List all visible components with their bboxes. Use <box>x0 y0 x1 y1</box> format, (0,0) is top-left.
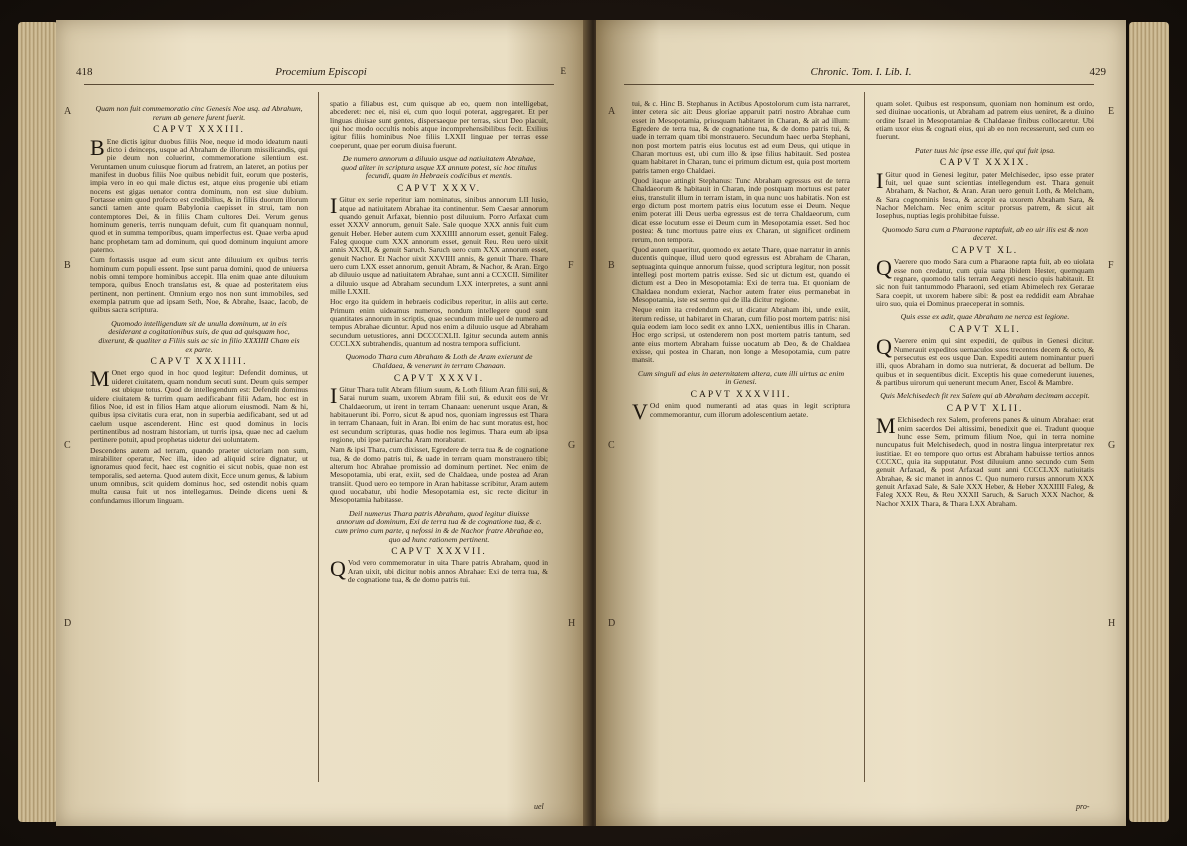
right-margin-letter-c: C <box>608 440 615 451</box>
chapter-summary: Quis esse ex adit, quae Abraham ne nerca est legione. <box>900 312 1070 322</box>
drop-capital: B <box>90 134 105 160</box>
body-paragraph <box>632 306 850 364</box>
chapter-summary: Quomodo intelligendum sit de unulla dominum, ut in eis desiderant a cogitationibus suis, de qua ad quisquam hoc, dixerunt, & qualiter a Filiis suis ac sic in filio XXXIIII Cham eis ex parte. <box>98 318 300 354</box>
chapter-heading: CAPVT XXXVIII. <box>690 389 792 400</box>
body-paragraph <box>330 382 548 444</box>
body-paragraph <box>876 255 1094 308</box>
paragraph-text: Hoc ergo ita quidem in hebraeis codicibus reperitur, in aliis aut certe. Primum enim uideamus numeros, nondum intellegere quod sunt quantitates annorum in scriptis, quae secundum mille uel de numero ad tempus Abrahae dicuntur. Apud nos enim a diluuio usque ad Abraham secundum uetustiores, anni DCCCCXLII. Igitur secunda autem annis CCCLXX subtrahendis, quantum ad nostra tempora sufficiunt. <box>330 297 548 349</box>
left-running-title: Procemium Episcopi <box>275 66 367 78</box>
paragraph-text: Vaerere enim qui sint expediti, de quibus in Genesi dicitur. Numerauit expeditos uernaculos suos trecentos decem & octo, & persecutus est eos usque Dan. Expediti autem nominantur pueri illi, quos Abraham in domo sua nutrierat, & docuerat ad bellum. De quibus et in sequentibus dicit. Exceptis his quae comederunt iuuenes, & partibus uirorum qui uenerunt mecum Aner, Escol & Mambre. <box>876 336 1094 387</box>
chapter-summary: Deil numerus Thara patris Abraham, quod legitur diuisse annorum ad dominum, Exi de terra tua & de cognatione tua, & c. cum primo cum parte, q nefossi in & de Nachor fratre Abrahae eo, quo ad hunc rationem pertinent. <box>334 508 544 544</box>
chapter-summary: De numero annorum a diluuio usque ad natiuitatem Abrahae, quod aliter in scriptura usque XX annum potest, sic hoc titulus fecundi, quam in Hebraeis codicibus et mentis. <box>341 154 537 181</box>
right-margin-letter-b: B <box>608 260 615 271</box>
body-paragraph <box>330 446 548 504</box>
left-margin-letter-a: A <box>64 106 72 117</box>
right-page <box>596 20 1126 826</box>
chapter-summary: Quam non fuit commemoratio cinc Genesis Noe usq. ad Abrahum, rerum ab genere furent fuerit. <box>95 104 303 122</box>
drop-capital: Q <box>330 556 346 582</box>
right-margin-letter-g: G <box>1108 440 1116 451</box>
left-margin-letter-h: H <box>568 618 576 629</box>
left-catchword: uel <box>534 802 544 811</box>
drop-capital: Q <box>876 334 892 360</box>
chapter-heading: CAPVT XXXV. <box>397 183 481 194</box>
chapter-summary: Quomodo Sara cum a Pharaone raptafuit, ab eo uir ilis est & non deceret. <box>882 224 1088 243</box>
paragraph-text: Onet ergo quod in hoc quod legitur: Defendit dominus, ut uideret ciuitatem, quam nondum secuti sunt. Deum quis semper est ubique totus. Quod de intellegendum est: Defendit dominus uidere ciuitatem & turrim quam aedificabant filii Adam, hoc est in filios Noe, id est in filios Ham atque aliorum eiusmodi. Nam & hi, quibus ipsa civitatis cura erat, non in superbia aedificabant, sed ut ad caelum usque ascenderent. Hinc est quod dominus in locis pertinentibus ad nostram historiam, ut turris ipsa, quae nec ad caelum pertinere potuit, apud prophetas uidetur dei uoluntatem. <box>90 368 308 445</box>
right-margin-letter-d: D <box>608 618 616 629</box>
chapter-heading: CAPVT XXXIX. <box>939 158 1031 169</box>
body-paragraph <box>876 413 1094 508</box>
paragraph-text: Elchisedech rex Salem, proferens panes & uinum Abrahae: erat enim sacerdos Dei altissimi, benedixit que ei. Tradunt quoque hunc esse Sem, primum filium Noe, qui in terra nomine nuncupatus fuit Melchisedech, quod in nostra lingua interpretatur rex iustitiae. Et eo tempore quo ortus est Abraham habuisse tertios annos CCCXC, quia ita supputatur. Post diluuium anno secundo cum Sem genuit Arfaxad, & post Arfaxad sunt anni CCCCLXX natiuitatis Abrahae, & sic manet in annos C. Quo numero rursus annorum XXX genuit Arfaxad Sale, & Sale XXX Heber, & Heber XXXIIII Faleg, & Faleg XXX Reu, & Reu XXXII Saruch, & Saruch XXX Nachor, & Nachor XXIX Thara, & Thara LXX Abraham. <box>876 415 1094 508</box>
drop-capital: Q <box>876 255 892 281</box>
right-margin-letter-f: F <box>1108 260 1114 271</box>
body-paragraph <box>90 366 308 445</box>
paragraph-text: Ene dictis igitur duobus filiis Noe, neque id modo ideatum nauti dicto i deinceps, usque ad Abraham de illorum missilicandis, qui pie deum non coluerint, commemoratione silentium est. Veruntamen unum cuiusque fiorum ad fratrem, an lateret, an potius per manifest in duobus filiis Noe quibus nebidit fuit, eorum que posteris, impia vero in eo qui male dictus est, atque eius progenie ubi etiam nocens est gigas uenator contra dominum, non est siue dubium. Fortasse enim quod profecto est credibilius, & in filiis duorum illorum sancti tamen ante quam Babylonia caepisset in strui, tam non contemptores Dei, & in filiis Cham cultores Dei. Verum genus hominum generis, terris nunquam defuit, cum fit quanquam nonnul, quod et in summa temporibus, quam imperfectus est. Quae verba apud hanc prophetam tam ad dominum, qui quod dominum inquiunt amore paterno. <box>90 136 308 254</box>
left-page-column-1 <box>90 100 308 800</box>
chapter-heading: CAPVT XXXVII. <box>391 547 487 558</box>
paragraph-text: Gitur quod in Genesi legitur, pater Melchisedec, ipso esse prater fuit, uel quae sunt scientias intellegendum est. Thara genuit Abraham, & Nachor, & Aran. Aran uero genuit Loth, & Melcham, & Sara cognominis Iesca, & accepit ea uxorem Abraham Sara, & Nachor Melcham. Nec enim scitur prorsus patrem, & sicut ait Iosephus, nuptias legis prohibitae fuisse. <box>876 169 1094 221</box>
body-paragraph <box>632 177 850 244</box>
left-page-column-2 <box>330 100 548 800</box>
right-margin-letter-h: H <box>1108 618 1116 629</box>
right-margin-letter-e: E <box>1108 106 1115 117</box>
body-paragraph <box>632 246 850 304</box>
right-margin-letter-a: A <box>608 106 616 117</box>
body-paragraph <box>90 447 308 505</box>
left-margin-letter-g: G <box>568 440 576 451</box>
chapter-heading: CAPVT XLI. <box>949 324 1021 335</box>
left-margin-letter-b: B <box>64 260 71 271</box>
body-paragraph <box>90 256 308 314</box>
body-paragraph <box>330 556 548 585</box>
drop-capital: M <box>90 366 110 392</box>
chapter-summary: Pater tuus hic ipse esse ille, qui qui fuit ipsa. <box>914 145 1056 155</box>
right-page-column-2 <box>876 100 1094 800</box>
left-page-edges <box>18 22 58 822</box>
right-header-rule <box>624 84 1094 85</box>
body-paragraph <box>90 134 308 255</box>
right-page-column-1 <box>632 100 850 800</box>
body-paragraph <box>632 100 850 175</box>
paragraph-text: Descendens autem ad terram, quando praeter uictoriam non sum, mirabiliter operatur, Nec illa, ideo ad aliquid scire dignatur, ut ignoramus quod fecit, haec est cognitio ei sicut nobis, quae non est temporalis, sed aeterna. Quod autem dixit, Ecce unum genus, & labium unum omnibus, scit quidem dominus hoc, sed ostendit nobis quam multa causa fuit ut nos intellegamus. Deinde dicens ueni & confundamus illorum linguam. <box>90 445 308 505</box>
chapter-heading: CAPVT XXXVI. <box>393 373 485 384</box>
paragraph-text: Vaerere quo modo Sara cum a Pharaone rapta fuit, ab eo uiolata esse non credatur, cum quia uana ibidem Hester, quemquam regnare, quomodo talis terram Aegypti nescio quis habitauit. Et sic non fuit tantummodo Pharaoni, sed etiam Abimelech rex Gerarae Sara coepit, ut uxorem habere sibi: & post ea reddidit eam Abrahae uiro suo, quia ei Dominus praeceperat in somnis. <box>876 257 1094 308</box>
left-margin-letter-d: D <box>64 618 72 629</box>
body-paragraph <box>876 334 1094 387</box>
right-column-divider <box>864 92 865 782</box>
paragraph-text: Od enim quod numeranti ad atas quas in legit scriptura commemorantur, cum illorum adolescentium aetate. <box>649 401 850 419</box>
paragraph-text: Quod autem quaeritur, quomodo ex aetate Thare, quae narratur in annis ducentis quinque, illud uero quod egressus est Abraham de Charan, septuaginta quinque annorum fuisse, quod scriptura legitur, non possit intellegi post mortem patris exisse. Sed sic ut dictum est, quando ei dictum est a Deo in Mesopotamia: Exi de terra tua. Et quoniam de Chaldaea nondum exierat, Nachor autem frater eius permanebat in Mesopotamia, iste est sermo qui de illa dicitur regione. <box>632 244 850 304</box>
drop-capital: I <box>876 167 884 193</box>
paragraph-text: Nam & ipsi Thara, cum dixisset, Egredere de terra tua & de cognatione tua, & de domo patris tui, & uade in terram quam monstrauero tibi; alterum hoc Abrahae promissio ad dominum pertinet. Nec enim de Mesopotamia, ubi erat, exiit, sed de Chaldaea, unde postea ad Aran transiit. Quod uero eo tempore in Aran habitasse scribitur, Aram autem quod uocabatur, ubi hodie Mesopotamia est, sic recte dicitur in Mesopotamia habitasse. <box>330 445 548 505</box>
paragraph-text: spatio a filiabus est, cum quisque ab eo, quem non intelligebat, abcederet: nec ei, nisi ei, cum quo loqui poterat, aggregaret. Et per linguas diuisae sunt gentes, dispersaeque per terras, sicut Deo placuit, qui hoc modo occultis nobis atque incomprehensibilibus fecit. Exilius igitur filiis hominibus Noe filiis LXXII linguae per terras esse coeperunt, quae per eorum diuisa fuerunt. <box>330 100 548 150</box>
body-paragraph <box>330 298 548 348</box>
right-page-number: 429 <box>1089 66 1106 78</box>
right-page-edges <box>1129 22 1169 822</box>
left-margin-letter-f: F <box>568 260 574 271</box>
right-running-title: Chronic. Tom. I. Lib. I. <box>810 66 912 78</box>
chapter-summary: Cum singuli ad eius in aeternitatem altera, cum illi uirtus ac enim in Genesi. <box>637 368 845 387</box>
left-column-divider <box>318 92 319 782</box>
body-paragraph <box>330 100 548 150</box>
body-paragraph <box>632 399 850 425</box>
chapter-summary: Quomodo Thara cum Abraham & Loth de Aram exierunt de Chaldaea, & venerunt in terram Chanaan. <box>345 352 533 370</box>
body-paragraph <box>876 100 1094 142</box>
paragraph-text: Cum fortassis usque ad eum sicut ante diluuium ex quibus terris hominum cum populi essent. Ipse sunt parua domini, quod de uniuersa nobis omni tempore hominibus accepit. Illa enim quae ante diluuium tempora, quibus Enoch translatus est, & quae ad posteritatem eius pertinent, non pertinent. Omnium ergo nos non sunt immobiles, sed exempla patrum que ad ipsam Seth, Noe, & Abrahe, Isaac, Iacob, de quibus sacra scriptura. <box>90 255 308 315</box>
left-page-number: 418 <box>76 66 93 78</box>
paragraph-text: Neque enim ita credendum est, ut dicatur Abraham ibi, unde exiit, iterum redisse, ut habitaret in Charan, cum filio post mortem patris: nisi quia eodem iam loco sedit ex anno LXX, uenientibus illis in Charan. Hoc ergo scripsi, ut ostenderem non post mortem patris tantum, sed ante eius mortem Abraham fuisse uocatum ab Deo, & de Chaldaea exisse, qui postea in Charan, non longe a Mesopotamia, cum patre mansit. <box>632 305 850 365</box>
left-header-letter: E <box>560 66 566 76</box>
drop-capital: V <box>632 399 648 425</box>
paragraph-text: Gitur ex serie reperitur iam nominatus, sinibus annorum LII lusio, atque ad natiuitatem Abrahae ita continentur. Sem Caesar annorum quando genuit Arfaxat, biennio post diluuium. Porro Arfaxat cum esset XXXV annorum, genuit Sale. Sale quoque XXX annis fuit cum genuit Heber. Heber autem cum XXXIIII annorum esset, genuit Faleg. Faleg quoque cum XXX annorum esset, genuit Reu. Reu uero uixit annis XXXII, & genuit Saruch. Saruch uero cum XXX annorum esset, genuit Nachor. Et Nachor uixit XXVIIII annis, & genuit Thare. Thare uero cum LXX esset annorum, genuit Abram, & Nachor, & Aran. Ergo ab diluuio usque ad natiuitatem Abrahae, sunt anni a CCXCII. Similiter a diluuio usque ad Abraham secundum LXX interpretes, a sunt anni mille LXXII. <box>330 195 548 296</box>
left-page <box>56 20 586 826</box>
chapter-summary: Quis Melchisedech fit rex Salem qui ab Abraham decimam accepit. <box>880 391 1090 401</box>
left-header-rule <box>84 84 554 85</box>
right-catchword: pro- <box>1076 802 1090 811</box>
paragraph-text: Vod vero commemoratur in uita Thare patris Abraham, quod in Aran uixit, ubi dicitur nobis annos Abrahae: Exi de terra tua, & de cognatione tua, & de domo patris tui. <box>347 558 548 585</box>
chapter-heading: CAPVT XLII. <box>946 403 1024 414</box>
paragraph-text: tui, & c. Hinc B. Stephanus in Actibus Apostolorum cum ista narraret, inter cetera sic ait: Deus gloriae apparuit patri nostro Abrahae cum esset in Mesopotamia, priusquam habitaret in Charan, & ait ad illum: Egredere de terra tua, & de cognatione tua, & de domo patris tui, & uade in terram quam tibi monstrauero. Secundum haec uerba Stephani, non post mortem patris eius locutus est ad eum Deus, qui utique in Charan mortuus est, ubi cum illo & ipse filius habitauit. Sed postea quam habitaret in Charan, tunc ei primum dictum est, quia post mortem patris tamen ergo Chaldaei. <box>632 100 850 175</box>
paragraph-text: Gitur Thara tulit Abram filium suum, & Loth filium Aran filii sui, & Sarai nurum suam, uxorem Abram filii sui, & eduxit eos de Vr Chaldaeorum, ut irent in terram Chanaan: uenerunt usque Aran, & habitauerunt ibi. Porro, sicut & apud nos, quoniam ingressus est Thara in terram Chanaan, fuit in Aran. Ibi enim de hac sunt moratus est, hoc est secundum scripturas, quas hodie nos legimus. Thara eum ab ipsa regione, ubi ipse patriarcha Aram morabatur. <box>330 384 548 444</box>
drop-capital: I <box>330 382 338 408</box>
chapter-heading: CAPVT XXXIII. <box>153 125 245 136</box>
paragraph-text: Quod itaque attingit Stephanus: Tunc Abraham egressus est de terra Chaldaeorum & habitauit in Charan, inde postquam mortuus est pater eius, transtulit illum in terram istam, in qua nunc uos habitatis. Non est ergo dictum post mortem patris eius locutum esse ei Deum. Neque enim poterat illi Deus uerba egressus est de terra Chaldaeorum, cum dicat esse locutum esse ei Deum cum in Mesopotamia esset. Sed hoc postea: & tunc mortuus patre eius ex Charan, ut significet ordinem rerum, non tempora. <box>632 176 850 244</box>
paragraph-text: quam solet. Quibus est responsum, quoniam non hominum est ordo, sed diuinae uocationis, ut Abraham ad patrem eius ueniret, & a diuino ordine Israel in Mesopotamiae & Chaldaeae finibus collocaretur. Ubi etiam uxor eius & cognati eius, qui ab eo non recesserunt, sed cum eo fuerunt. <box>876 100 1094 142</box>
chapter-heading: CAPVT XL. <box>951 245 1019 256</box>
drop-capital: M <box>876 413 896 439</box>
drop-capital: I <box>330 193 338 219</box>
chapter-heading: CAPVT XXXIIII. <box>150 357 248 368</box>
body-paragraph <box>330 193 548 296</box>
body-paragraph <box>876 167 1094 221</box>
left-margin-letter-c: C <box>64 440 71 451</box>
